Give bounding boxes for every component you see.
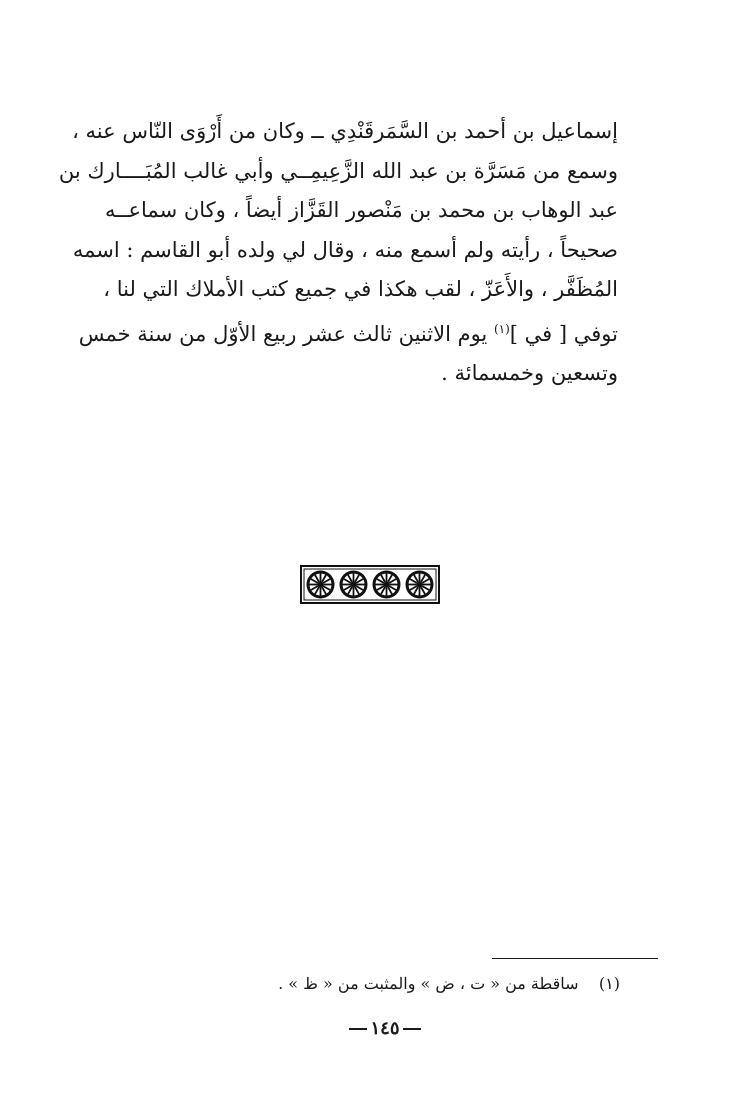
- text-line-6: [78, 310, 618, 355]
- page-number: [330, 1018, 440, 1039]
- text-line-6-start: توفي [ في ]: [509, 321, 618, 346]
- footnote: [220, 972, 620, 996]
- footnote-reference: (١): [493, 321, 510, 336]
- text-line-3: عبد الوهاب بن محمد بن مَنْصور القَزَّاز أيضاً ، وكان سماعــه: [104, 198, 618, 222]
- footnote-number: (١): [598, 974, 620, 993]
- text-line-1: إسماعيل بن أحمد بن السَّمَرقَنْدِي ــ وكان من أَرْوَى النّاس عنه ،: [72, 119, 618, 143]
- circular-rosette-icon: [307, 571, 335, 599]
- footnote-text: ساقطة من « ت ، ض » والمثبت من « ظ » .: [278, 974, 579, 993]
- main-text-block: [58, 112, 618, 394]
- text-line-5: المُظَفَّر ، والأَعَزّ ، لقب هكذا في جميع كتب الأملاك التي لنا ،: [103, 277, 618, 301]
- text-line-2: وسمع من مَسَرَّة بن عبد الله الزَّعِيمِــي وأبي غالب المُبَــــارك بن: [58, 158, 618, 183]
- footnote-separator: [492, 958, 658, 959]
- text-line-4: صحيحاً ، رأيته ولم أسمع منه ، وقال لي ولده أبو القاسم : اسمه: [72, 237, 618, 262]
- circular-rosette-icon: [373, 571, 401, 599]
- text-line-7: وتسعين وخمسمائة .: [441, 361, 618, 385]
- page-number-dash-left: [349, 1028, 367, 1030]
- page-number-dash-right: [403, 1028, 421, 1030]
- circular-rosette-icon: [340, 571, 368, 599]
- ornament-divider: [300, 565, 440, 604]
- text-line-6-end: يوم الاثنين ثالث عشر ربيع الأوّل من سنة خمس: [78, 321, 488, 346]
- circular-rosette-icon: [406, 571, 434, 599]
- page-number-value: ١٤٥: [370, 1018, 400, 1039]
